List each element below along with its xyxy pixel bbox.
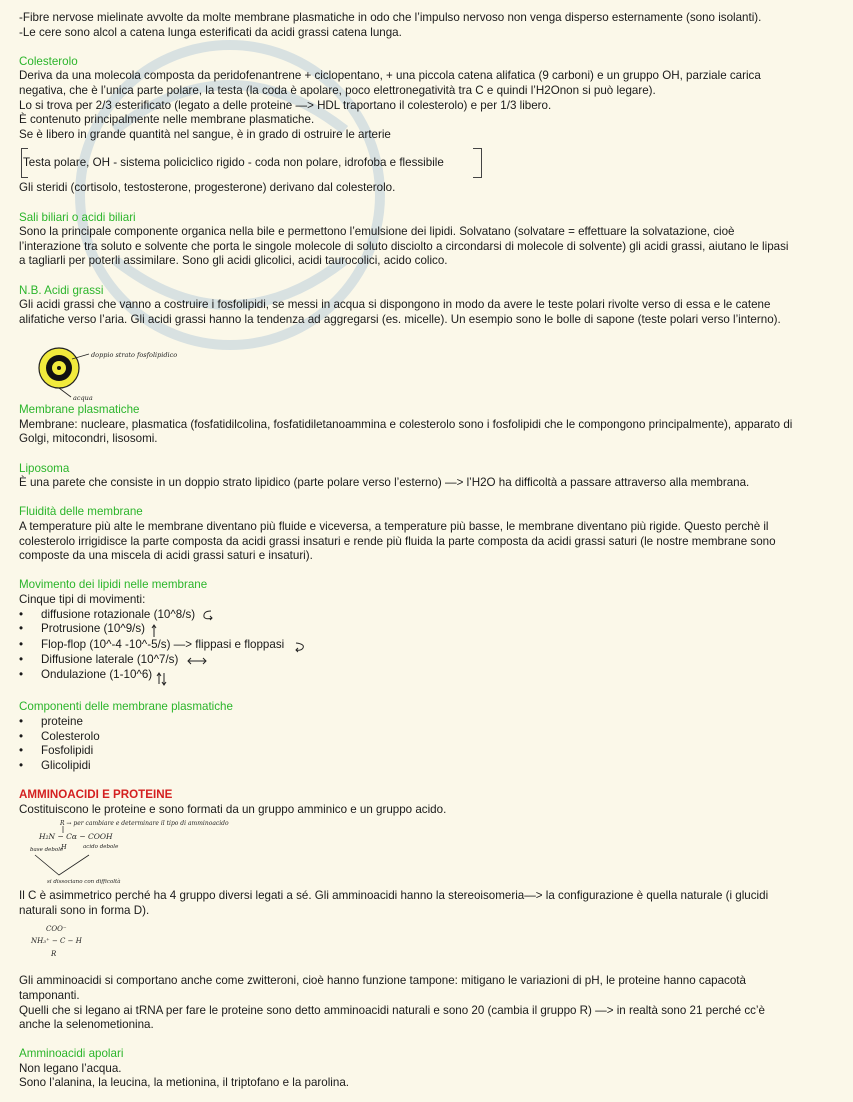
section-heading-acidi-grassi: N.B. Acidi grassi [19, 283, 104, 297]
bracket-box-text: Testa polare, OH - sistema policiclico rigido - coda non polare, idrofoba e flessibile [23, 156, 444, 170]
flip-arrow-icon [293, 641, 307, 653]
coo-group: COO⁻ [46, 925, 67, 934]
text-line: A temperature più alte le membrane diventano più fluide e viceversa, a temperature più basse, le membrane diventano più rigide. Questo perchè il [19, 520, 769, 534]
text-line: Sono l’alanina, la leucina, la metionina, il triptofano e la parolina. [19, 1076, 349, 1090]
list-item: • Fosfolipidi [19, 744, 849, 759]
intro-line: -Fibre nervose mielinate avvolte da molte membrane plasmatiche in odo che l’impulso nervoso non venga disperso esternamente (sono isolanti). [19, 11, 762, 24]
text-line: Gli acidi grassi che vanno a costruire i fosfolipidi, se messi in acqua si dispongono in modo da avere le teste polari rivolte verso di essa e le catene [19, 298, 771, 312]
text-line: Deriva da una molecola composta da peridofenantrene + ciclopentano, + una piccola catena alifatica (9 carboni) e un gruppo OH, parziale carica [19, 69, 761, 83]
text-line: anche la selenometionina. [19, 1018, 154, 1032]
section-heading-fluidita: Fluidità delle membrane [19, 505, 143, 519]
list-item: • diffusione rotazionale (10^8/s) [19, 608, 849, 623]
text-line: Costituiscono le proteine e sono formati da un gruppo amminico e un gruppo acido. [19, 802, 447, 816]
section-heading-sali-biliari: Sali biliari o acidi biliari [19, 210, 136, 224]
intro-line: -Le cere sono alcol a catena lunga esterificati da acidi grassi catena lunga. [19, 25, 402, 39]
text-line: tamponanti. [19, 988, 80, 1002]
center-dot [57, 366, 61, 370]
r-group: R [51, 950, 57, 959]
text-line: Gli amminoacidi si comportano anche come zwitteroni, cioè hanno funzione tampone: mitigano le variazioni di pH, le proteine hanno capacotà [19, 974, 746, 988]
document-page [19, 11, 849, 1091]
list-item: • Glicolipidi [19, 759, 849, 774]
section-heading-amminoacidi: AMMINOACIDI E PROTEINE [19, 787, 173, 801]
updown-arrows-icon [156, 672, 168, 686]
text-line: l’interazione tra soluto e solvente che porta le singole molecole di soluto disciolto a circondarsi di molecole di solvente) gli acidi grassi, aiutano le lipasi [19, 239, 789, 253]
text-line: È contenuto principalmente nelle membrane plasmatiche. [19, 113, 315, 127]
text-line: Golgi, mitocondri, lisosomi. [19, 432, 158, 446]
list-item: • proteine [19, 715, 849, 730]
list-item: • Colesterolo [19, 730, 849, 745]
text-line: Sono la principale componente organica nella bile e permettono l’emulsione dei lipidi. Solvatano (solvatare = effettuare la solvatazione, cioè [19, 225, 735, 239]
section-heading-membrane: Membrane plasmatiche [19, 403, 140, 417]
section-heading-apolari: Amminoacidi apolari [19, 1047, 124, 1061]
rotation-arrow-icon [201, 609, 215, 621]
text-line: Il C è asimmetrico perché ha 4 gruppo diversi legati a sé. Gli amminoacidi hanno la stereoisomeria—> la configurazione è quella naturale (i glucidi [19, 889, 769, 903]
section-heading-movimento: Movimento dei lipidi nelle membrane [19, 578, 208, 592]
text-line: Membrane: nucleare, plasmatica (fosfatidilcolina, fosfatidiletanoammina e colesterolo sono i fosfolipidi che le compongono principalmente), apparato di [19, 417, 793, 431]
r-group-note: R → per cambiare e determinare il tipo di amminoacido [60, 820, 229, 828]
zwitterion-formula: NH₃⁺ − C − H [31, 937, 82, 946]
text-line: Se è libero in grande quantità nel sangue, è in grado di ostruire le arterie [19, 127, 391, 141]
acid-label: acido debole [83, 844, 119, 851]
zwitterion-sketch [27, 922, 147, 966]
movement-list [19, 608, 849, 686]
list-item: • Flop-flop (10^-4 -10^-5/s) —> flippasi e floppasi [19, 638, 849, 653]
text-line: alifatiche verso l’aria. Gli acidi grassi hanno la tendenza ad aggregarsi (es. micelle). Un esempio sono le bolle di sapone (teste polari verso l’interno). [19, 312, 781, 326]
lateral-arrow-icon [186, 656, 208, 666]
micelle-sketch [33, 337, 253, 403]
text-line: Cinque tipi di movimenti: [19, 593, 146, 606]
list-item: • Diffusione laterale (10^7/s) [19, 653, 849, 668]
text-line: Gli steridi (cortisolo, testosterone, progesterone) derivano dal colesterolo. [19, 181, 396, 195]
text-line: Lo si trova per 2/3 esterificato (legato a delle proteine —> HDL traportano il colesterolo) e per 1/3 libero. [19, 98, 552, 112]
text-line: negativa, che è l’unica parte polare, la testa (la coda è apolare, poco elettronegatività tra C e quindi l’H2Onon si può legare). [19, 83, 656, 97]
section-heading-liposoma: Liposoma [19, 461, 70, 475]
text-line: colesterolo irrigidisce la parte composta da acidi grassi insaturi e rende più fluida la parte composta da acidi grassi saturi (le nostre membrane sono [19, 534, 776, 548]
fig-label-water: acqua [73, 394, 93, 403]
text-line: Quelli che si legano ai tRNA per fare le proteine sono detto amminoacidi naturali e sono 20 (cambia il gruppo R) —> in realtà sono 21 perché cc’è [19, 1003, 765, 1017]
bracket-box [19, 148, 849, 178]
components-list [19, 715, 849, 773]
amino-formula: H₂N − Cα − COOH [39, 832, 113, 842]
up-arrow-icon [150, 624, 158, 638]
list-item: • Protrusione (10^9/s) [19, 622, 849, 638]
fig-label-bilayer: doppio strato fosfolipidico [91, 351, 178, 360]
text-line: Non legano l’acqua. [19, 1061, 122, 1075]
text-line: a tagliarli per poterli assimilare. Sono gli acidi glicolici, acidi taurocolici, acido colico. [19, 254, 448, 268]
text-line: composte da una miscela di acidi grassi saturi e insaturi). [19, 549, 313, 563]
text-line: È una parete che consiste in un doppio strato lipidico (parte polare verso l’esterno) —> l’H2O ha difficoltà a passare attraverso alla membrana. [19, 476, 750, 490]
section-heading-componenti: Componenti delle membrane plasmatiche [19, 700, 233, 714]
section-heading-colesterolo: Colesterolo [19, 54, 78, 68]
dissociation-note: si dissociano con difficoltà [47, 879, 121, 886]
text-line: naturali sono in forma D). [19, 903, 150, 917]
h-atom: H [61, 843, 67, 852]
base-label: base debole [30, 847, 64, 854]
amino-acid-sketch [19, 817, 279, 887]
list-item: • Ondulazione (1-10^6) [19, 668, 849, 686]
